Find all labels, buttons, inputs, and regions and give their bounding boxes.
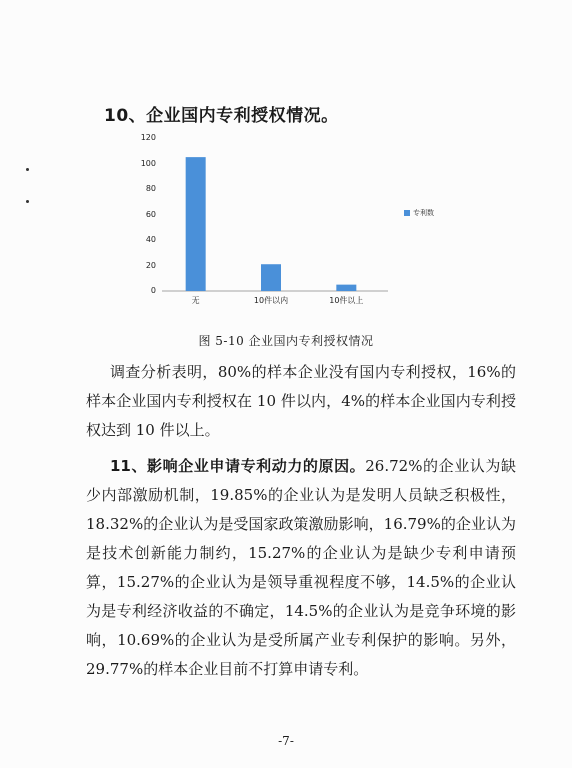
y-tick-label: 80	[145, 184, 156, 193]
paragraph-lead: 11、影响企业申请专利动力的原因。	[110, 457, 366, 475]
scan-mark	[26, 200, 29, 203]
x-category-label: 10件以上	[329, 296, 364, 305]
y-tick-label: 20	[145, 260, 156, 270]
paragraph-reasons	[86, 452, 516, 684]
x-category-label: 无	[191, 296, 200, 305]
section-heading: 10、企业国内专利授权情况。	[104, 106, 339, 126]
chart-canvas	[136, 127, 448, 313]
legend-swatch	[404, 210, 410, 216]
y-tick-label: 60	[145, 209, 156, 219]
bar-2	[336, 285, 356, 291]
bar-chart	[136, 127, 448, 313]
bar-1	[261, 264, 281, 291]
y-tick-label: 40	[145, 235, 156, 244]
paragraph-analysis: 调查分析表明，80%的样本企业没有国内专利授权，16%的样本企业国内专利授权在 10 件以内，4%的样本企业国内专利授权达到 10 件以上。	[86, 363, 516, 439]
figure-caption: 图 5-10 企业国内专利授权情况	[198, 334, 374, 348]
y-tick-label: 120	[140, 133, 156, 142]
legend-label: 专利数	[413, 209, 434, 217]
chart-legend	[404, 208, 434, 218]
y-tick-label: 100	[140, 158, 156, 168]
paragraph-body: 26.72%的企业认为缺少内部激励机制，19.85%的企业认为是发明人员缺乏积极性，18.32%的企业认为是受国家政策激励影响，16.79%的企业认为是技术创新能力制约，15.27%的企业认为是缺少专利申请预算，15.27%的企业认为是领导重视程度不够，14.5%的企业认为是专利经济收益的不确定，14.5%的企业认为是竞争环境的影响，10.69%的企业认为是受所属产业专利保护的影响。另外，29.77%的样本企业目前不打算申请专利。	[86, 457, 516, 678]
bar-0	[186, 157, 206, 291]
page-number: -7-	[278, 734, 294, 748]
y-tick-label: 0	[150, 286, 156, 295]
x-category-label: 10件以内	[253, 296, 289, 305]
scan-mark	[26, 168, 29, 171]
